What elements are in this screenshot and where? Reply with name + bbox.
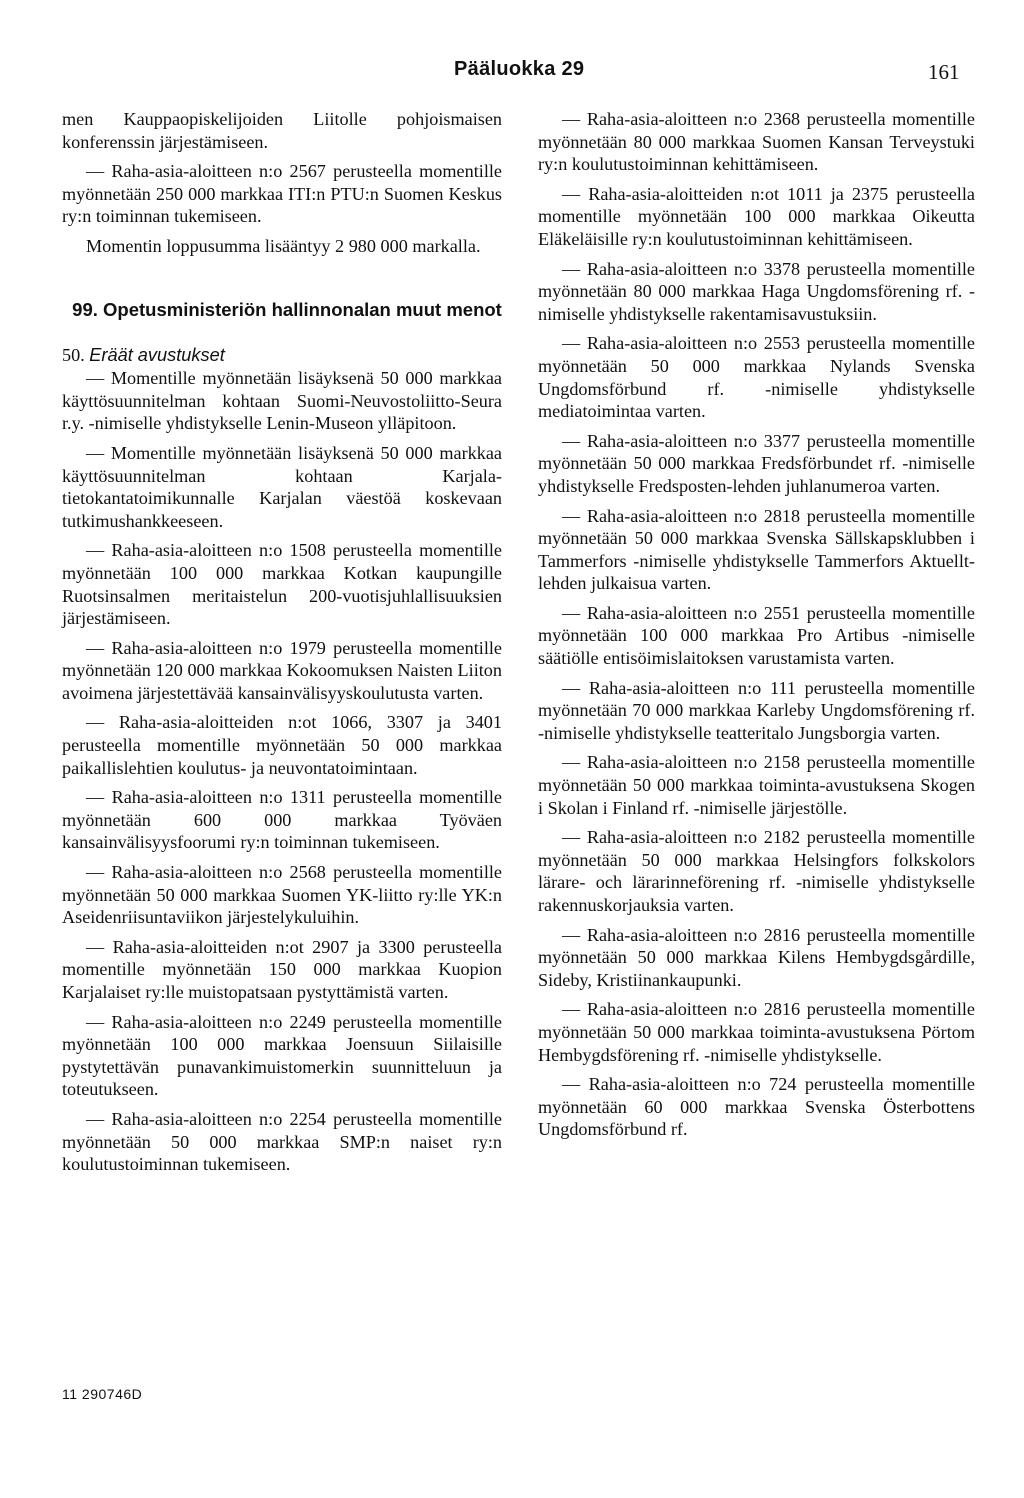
paragraph: — Raha-asia-aloitteiden n:ot 2907 ja 3300 perusteella momentille myönnetään 150 000 markkaa Kuopion Karjalaiset ry:lle muistopatsaan pystyttämistä varten.: [62, 936, 502, 1002]
paragraph: — Raha-asia-aloitteen n:o 2158 perusteella momentille myönnetään 50 000 markkaa toiminta-avustuksena Skogen i Skolan i Finland rf. -nimiselle järjestölle.: [538, 752, 975, 818]
paragraph: — Raha-asia-aloitteiden n:ot 1011 ja 2375 perusteella momentille myönnetään 100 000 markkaa Oikeutta Eläkeläisille ry:n koulutustoiminnan kehittämiseen.: [538, 183, 975, 249]
paragraph: — Raha-asia-aloitteiden n:ot 1066, 3307 ja 3401 perusteella momentille myönnetään 50 000 markkaa paikallislehtien koulutus- ja neuvontatoimintaan.: [62, 712, 502, 778]
paragraph: — Raha-asia-aloitteen n:o 2553 perusteella momentille myönnetään 50 000 markkaa Nylands Svenska Ungdomsförbund rf. -nimiselle yhdistykselle mediatoimintaa varten.: [538, 333, 975, 422]
paragraph: — Raha-asia-aloitteen n:o 2182 perusteella momentille myönnetään 50 000 markkaa Helsingfors folkskolors lärare- och lärarinneförening rf. -nimiselle yhdistykselle rakennuskorjauksia varten.: [538, 827, 975, 915]
paragraph: — Raha-asia-aloitteen n:o 1979 perusteella momentille myönnetään 120 000 markkaa Kokoomuksen Naisten Liiton avoimena järjestettävää kansainvälisyyskoulutusta varten.: [62, 637, 502, 703]
paragraph: — Raha-asia-aloitteen n:o 2568 perusteella momentille myönnetään 50 000 markkaa Suomen YK-liitto ry:lle YK:n Aseidenriisuntaviikon järjestelykuluihin.: [62, 862, 502, 928]
paragraph: — Raha-asia-aloitteen n:o 2368 perusteella momentille myönnetään 80 000 markkaa Suomen Kansan Terveystuki ry:n koulutustoiminnan kehittämiseen.: [538, 109, 975, 175]
paragraph: — Raha-asia-aloitteen n:o 111 perusteella momentille myönnetään 70 000 markkaa Karleby Ungdomsförening rf. -nimiselle yhdistykselle teatteritalo Jungsborgia varten.: [538, 677, 975, 743]
section-heading: 99. Opetusministeriön hallinnonalan muut menot: [72, 298, 502, 320]
paragraph: — Raha-asia-aloitteen n:o 1508 perusteella momentille myönnetään 100 000 markkaa Kotkan kaupungille Ruotsinsalmen meritaistelun 200-vuotisjuhlallisuuksien järjestämiseen.: [62, 540, 502, 629]
left-column: [62, 108, 502, 1183]
paragraph: — Raha-asia-aloitteen n:o 2249 perusteella momentille myönnetään 100 000 markkaa Joensuun Siilaisille pystytettävän punavankimuistomerkin suunnitteluun ja toteutukseen.: [62, 1011, 502, 1100]
paragraph: — Raha-asia-aloitteen n:o 3378 perusteella momentille myönnetään 80 000 markkaa Haga Ungdomsförening rf. -nimiselle yhdistykselle rakentamisavustuksiin.: [538, 258, 975, 324]
paragraph: — Raha-asia-aloitteen n:o 2567 perusteella momentille myönnetään 250 000 markkaa ITI:n PTU:n Suomen Keskus ry:n toiminnan tukemiseen.: [62, 161, 502, 227]
paragraph: — Raha-asia-aloitteen n:o 3377 perusteella momentille myönnetään 50 000 markkaa Fredsförbundet rf. -nimiselle yhdistykselle Fredsposten-lehden juhlanumeroa varten.: [538, 430, 975, 496]
right-column: [538, 108, 975, 1148]
paragraph: — Raha-asia-aloitteen n:o 1311 perusteella momentille myönnetään 600 000 markkaa Työväen kansainvälisyysfoorumi ry:n toiminnan tukemiseen.: [62, 787, 502, 853]
paragraph: — Momentille myönnetään lisäyksenä 50 000 markkaa käyttösuunnitelman kohtaan Suomi-Neuvostoliitto-Seura r.y. -nimiselle yhdistykselle Lenin-Museon ylläpitoon.: [62, 368, 502, 434]
paragraph: — Raha-asia-aloitteen n:o 2254 perusteella momentille myönnetään 50 000 markkaa SMP:n naiset ry:n koulutustoiminnan tukemiseen.: [62, 1108, 502, 1175]
page-header: [0, 58, 1024, 88]
paragraph: Momentin loppusumma lisääntyy 2 980 000 markalla.: [86, 235, 481, 256]
running-head: Pääluokka 29: [454, 58, 585, 80]
item-heading: [62, 344, 502, 367]
paragraph: — Raha-asia-aloitteen n:o 2818 perusteella momentille myönnetään 50 000 markkaa Svenska Sällskapsklubben i Tammerfors -nimiselle yhdistykselle Tammerfors Aktuellt-lehden julkaisua varten.: [538, 505, 975, 594]
paragraph: — Momentille myönnetään lisäyksenä 50 000 markkaa käyttösuunnitelman kohtaan Karjala-tietokantatoimikunnalle Karjalan väestöä koskevaan tutkimushankkeeseen.: [62, 442, 502, 531]
item-number: 50.: [62, 344, 85, 365]
paragraph: — Raha-asia-aloitteen n:o 724 perusteella momentille myönnetään 60 000 markkaa Svenska Österbottens Ungdomsförbund rf.: [538, 1074, 975, 1140]
paragraph: — Raha-asia-aloitteen n:o 2551 perusteella momentille myönnetään 100 000 markkaa Pro Artibus -nimiselle säätiölle entisöimislaitoksen varustamista varten.: [538, 602, 975, 669]
paragraph: men Kauppaopiskelijoiden Liitolle pohjoismaisen konferenssin järjestämiseen.: [62, 109, 502, 152]
paragraph: — Raha-asia-aloitteen n:o 2816 perusteella momentille myönnetään 50 000 markkaa toiminta-avustuksena Pörtom Hembygdsförening rf. -nimiselle yhdistykselle.: [538, 999, 975, 1065]
footer-signature: 11 290746D: [62, 1386, 143, 1402]
page-number: 161: [928, 60, 960, 84]
item-title: Eräät avustukset: [89, 344, 225, 365]
paragraph: — Raha-asia-aloitteen n:o 2816 perusteella momentille myönnetään 50 000 markkaa Kilens Hembygdsgårdille, Sideby, Kristiinankaupunki.: [538, 924, 975, 990]
